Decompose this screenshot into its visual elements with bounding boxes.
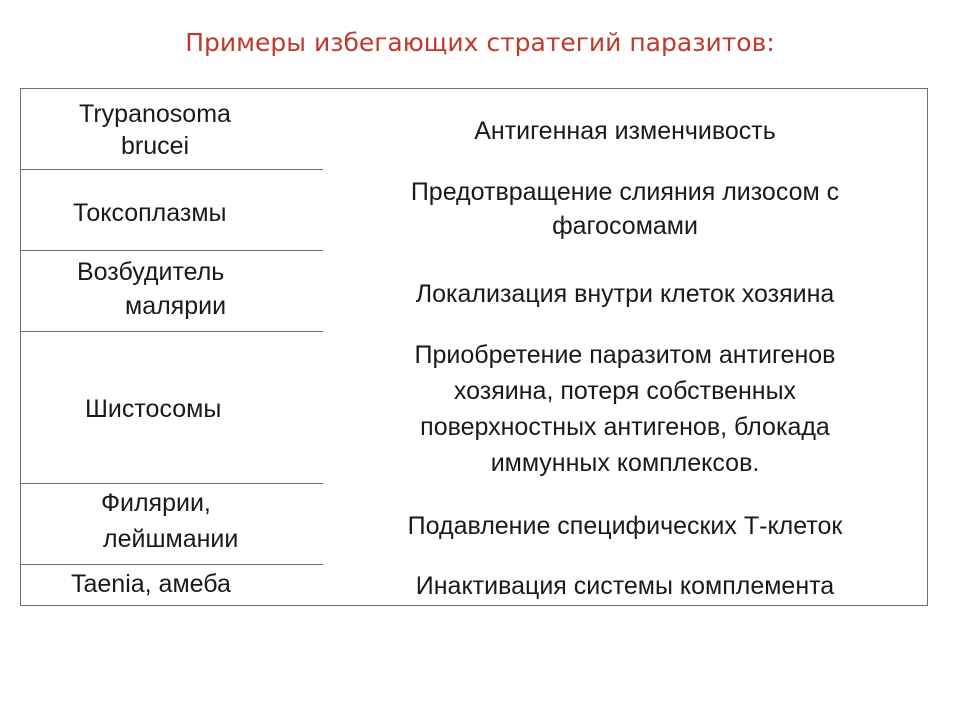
strategy-line: Предотвращение слияния лизосом с: [410, 178, 840, 206]
parasite-name-line: Шистосомы: [85, 395, 222, 423]
parasite-cell: [21, 251, 323, 332]
strategy-line: поверхностных антигенов, блокада: [420, 413, 830, 441]
parasite-name-line: Возбудитель: [77, 258, 225, 286]
table-row: [21, 565, 927, 606]
parasite-name-line: Филярии,: [101, 489, 211, 517]
parasite-name-line: Trypanosoma: [79, 100, 231, 128]
parasite-cell: [21, 332, 323, 484]
strategy-line: Антигенная изменчивость: [474, 117, 776, 145]
strategy-cell: [323, 170, 927, 251]
parasite-cell: [21, 484, 323, 565]
table-row: [21, 170, 927, 251]
parasite-name-line: brucei: [121, 132, 190, 160]
strategy-line: Приобретение паразитом антигенов: [414, 341, 836, 369]
parasite-name-line: Taenia, амеба: [71, 570, 231, 598]
parasite-name-line: лейшмании: [103, 525, 239, 553]
table-row: [21, 251, 927, 332]
parasite-name-line: Токсоплазмы: [73, 199, 227, 227]
table-row: [21, 89, 927, 170]
strategy-cell: [323, 89, 927, 170]
strategy-cell: [323, 565, 927, 606]
strategy-line: фагосомами: [552, 212, 698, 240]
slide-title: Примеры избегающих стратегий паразитов:: [185, 28, 775, 57]
strategy-cell: [323, 251, 927, 332]
parasite-strategy-table: [20, 88, 928, 606]
strategy-line: хозяина, потеря собственных: [453, 377, 797, 405]
parasite-cell: [21, 89, 323, 170]
strategy-line: иммунных комплексов.: [490, 449, 760, 477]
parasite-cell: [21, 170, 323, 251]
table-row: [21, 484, 927, 565]
strategy-line: Подавление специфических Т-клеток: [407, 512, 843, 540]
strategy-line: Локализация внутри клеток хозяина: [415, 280, 835, 308]
strategy-cell: [323, 484, 927, 565]
parasite-cell: [21, 565, 323, 606]
table-row: [21, 332, 927, 484]
strategy-cell: [323, 332, 927, 484]
strategy-line: Инактивация системы комплемента: [415, 572, 835, 600]
parasite-name-line: малярии: [125, 292, 227, 320]
